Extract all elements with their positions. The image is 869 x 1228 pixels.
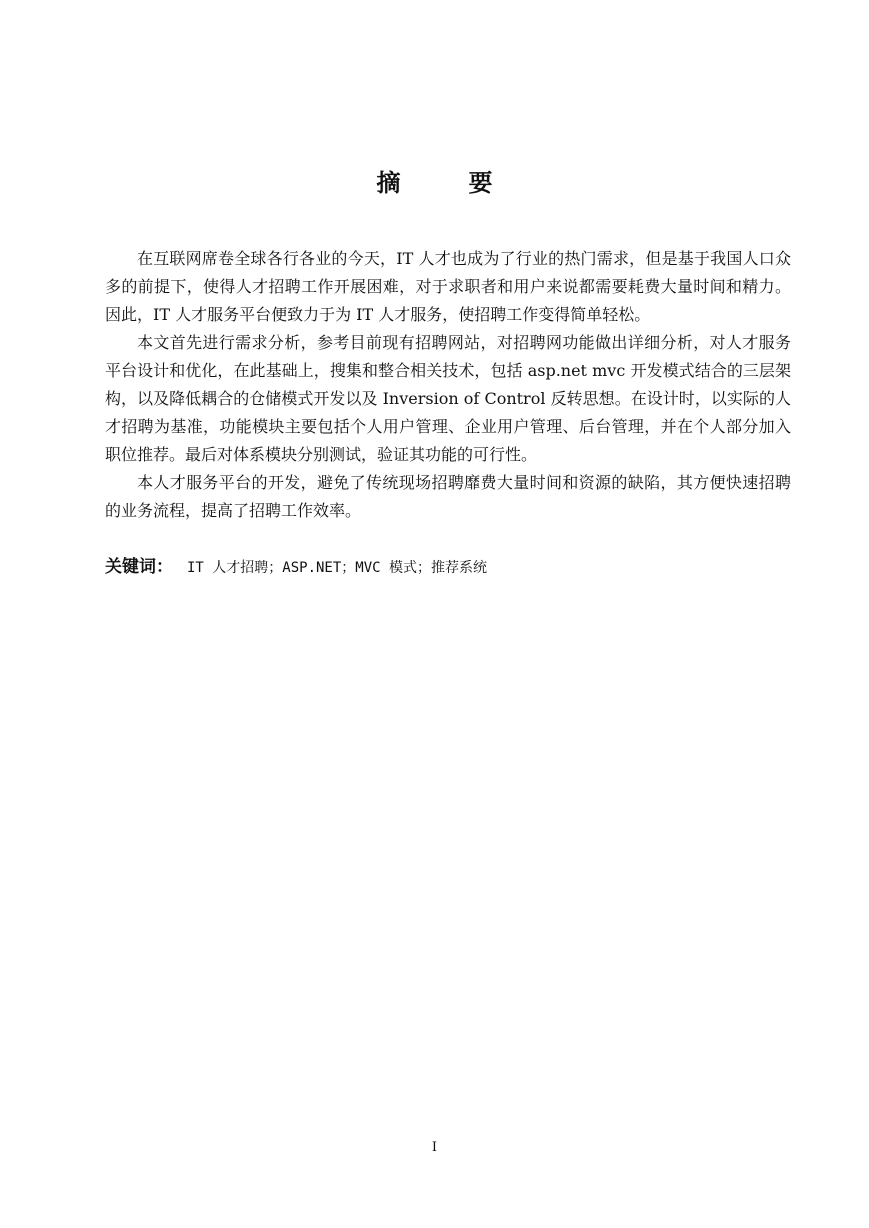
abstract-paragraph-2: 本文首先进行需求分析，参考目前现有招聘网站，对招聘网功能做出详细分析，对人才服务平台设计和优化，在此基础上，搜集和整合相关技术，包括 asp.net mvc 开发模式结合的三层架构，以及降低耦合的仓储模式开发以及 Inversion of Control 反转思想。在设计时，以实际的人才招聘为基准，功能模块主要包括个人用户管理、企业用户管理、后台管理，并在个人部分加入职位推荐。最后对体系模块分别测试，验证其功能的可行性。 <box>105 333 791 464</box>
abstract-paragraph-3: 本人才服务平台的开发，避免了传统现场招聘靡费大量时间和资源的缺陷，其方便快速招聘的业务流程，提高了招聘工作效率。 <box>105 473 791 520</box>
abstract-body <box>105 245 791 525</box>
keywords-line <box>105 553 791 582</box>
abstract-title: 摘 要 <box>376 169 515 197</box>
abstract-paragraph-1: 在互联网席卷全球各行各业的今天，IT 人才也成为了行业的热门需求，但是基于我国人口众多的前提下，使得人才招聘工作开展困难，对于求职者和用户来说都需要耗费大量时间和精力。因此，IT 人才服务平台便致力于为 IT 人才服务，使招聘工作变得简单轻松。 <box>105 249 791 324</box>
keywords-label: 关键词： <box>105 557 173 577</box>
page-number: I <box>431 1140 438 1155</box>
keywords-values: IT 人才招聘；ASP.NET；MVC 模式；推荐系统 <box>187 560 488 576</box>
